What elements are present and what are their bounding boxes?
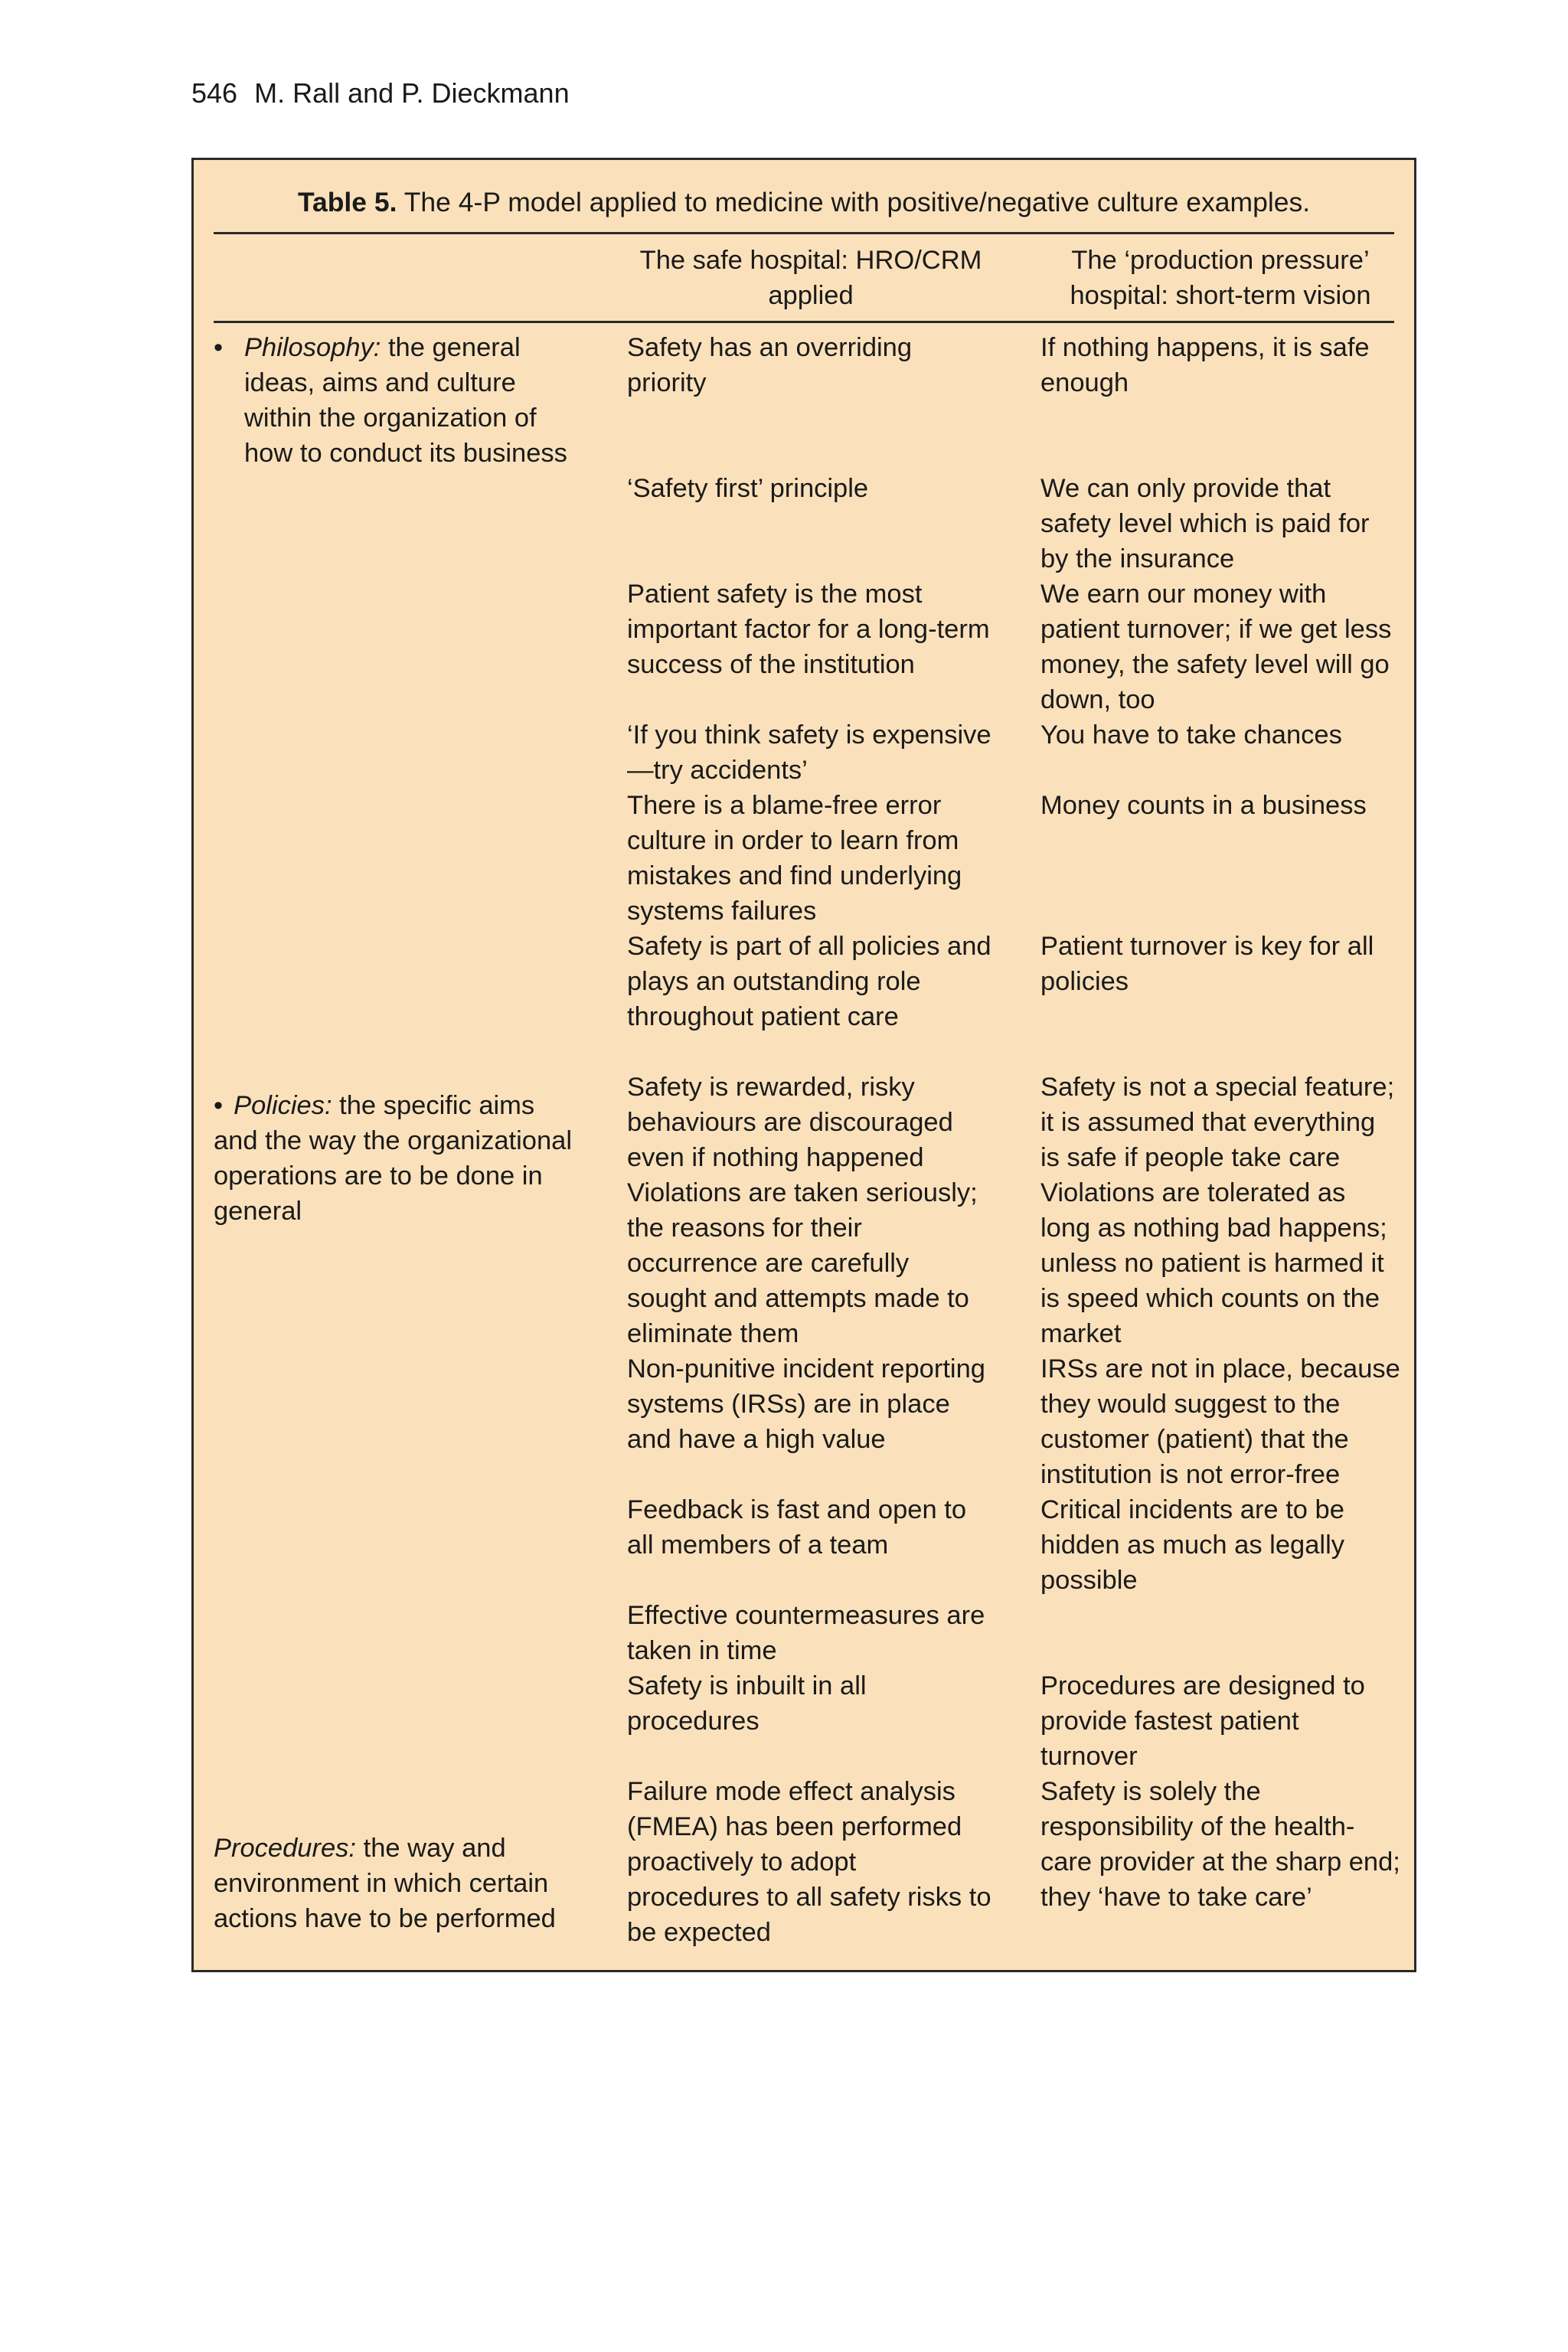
safe-cell: Failure mode effect analysis (FMEA) has been performed proactively to adopt procedures to all safety risks to be expected <box>627 1777 991 1947</box>
safe-cell: Safety is part of all policies and plays an outstanding role throughout patient care <box>627 932 991 1031</box>
pressure-cell: Safety is solely the responsibility of the health-care provider at the sharp end; they ‘have to take care’ <box>1040 1777 1400 1912</box>
column-header-production-pressure: The ‘production pressure’ hospital: short-term vision <box>1070 246 1371 310</box>
safe-cell: Safety has an overriding priority <box>627 333 913 397</box>
pressure-cell: You have to take chances <box>1040 720 1342 750</box>
table-5 <box>191 158 1416 1972</box>
author-names: M. Rall and P. Dieckmann <box>254 77 570 109</box>
pressure-cell: Patient turnover is key for all policies <box>1040 932 1374 996</box>
category-procedures <box>214 1831 573 1936</box>
page-number: 546 <box>191 77 238 109</box>
bullet-icon: • <box>214 1091 224 1120</box>
column-header-safe-hospital: The safe hospital: HRO/CRM applied <box>639 246 982 310</box>
safe-cell: Safety is rewarded, risky behaviours are discouraged even if nothing happened <box>627 1073 953 1172</box>
pressure-cell: Critical incidents are to be hidden as much as legally possible <box>1040 1495 1344 1595</box>
safe-cell: ‘If you think safety is expensive—try accidents’ <box>627 720 991 785</box>
safe-cell: Feedback is fast and open to all members of a team <box>627 1495 967 1560</box>
pressure-cell: Violations are tolerated as long as nothing bad happens; unless no patient is harmed it is speed which counts on the market <box>1040 1178 1387 1348</box>
pressure-cell: If nothing happens, it is safe enough <box>1040 333 1370 397</box>
category-text: the general ideas, aims and culture within the organization of how to conduct its business <box>244 333 567 468</box>
table-caption <box>194 185 1414 220</box>
category-term: Philosophy: <box>244 333 381 362</box>
pressure-cell: Procedures are designed to provide fastest patient turnover <box>1040 1671 1365 1771</box>
category-philosophy <box>214 330 573 471</box>
table-header-rule <box>214 321 1394 323</box>
safe-cell: Patient safety is the most important factor for a long-term success of the institution <box>627 580 990 679</box>
category-text: the way and environment in which certain actions have to be performed <box>214 1834 556 1933</box>
table-top-rule <box>214 232 1394 234</box>
pressure-cell: Money counts in a business <box>1040 791 1367 820</box>
category-policies <box>214 1088 573 1229</box>
table-caption-text: The 4-P model applied to medicine with positive/negative culture examples. <box>403 187 1311 217</box>
safe-cell: There is a blame-free error culture in order to learn from mistakes and find underlying systems failures <box>627 791 962 926</box>
safe-cell: ‘Safety first’ principle <box>627 474 869 503</box>
category-term: Policies: <box>234 1091 332 1120</box>
pressure-cell: Safety is not a special feature; it is assumed that everything is safe if people take care <box>1040 1073 1395 1172</box>
pressure-cell: We earn our money with patient turnover; if we get less money, the safety level will go down, too <box>1040 580 1392 714</box>
bullet-icon: • <box>214 333 224 362</box>
safe-cell: Non-punitive incident reporting systems (IRSs) are in place and have a high value <box>627 1354 985 1454</box>
category-text: the specific aims and the way the organizational operations are to be done in general <box>214 1091 572 1226</box>
safe-cell: Safety is inbuilt in all procedures <box>627 1671 867 1736</box>
safe-cell: Violations are taken seriously; the reasons for their occurrence are carefully sought and attempts made to eliminate them <box>627 1178 978 1348</box>
safe-cell: Effective countermeasures are taken in time <box>627 1601 985 1665</box>
category-term: Procedures: <box>214 1834 357 1863</box>
table-label: Table 5. <box>297 187 397 217</box>
running-header <box>191 75 570 112</box>
pressure-cell: IRSs are not in place, because they would suggest to the customer (patient) that the institution is not error-free <box>1040 1354 1400 1489</box>
pressure-cell: We can only provide that safety level which is paid for by the insurance <box>1040 474 1370 573</box>
